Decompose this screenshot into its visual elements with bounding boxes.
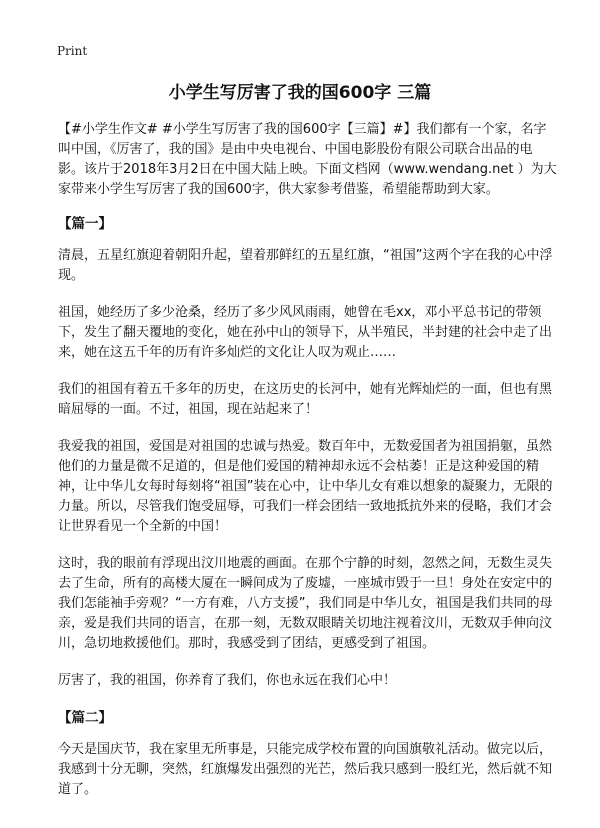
paragraph: 我爱我的祖国，爱国是对祖国的忠诚与热爱。数百年中，无数爱国者为祖国捐躯，虽然他们的力量是微不足道的，但是他们爱国的精神却永远不会枯萎！正是这种爱国的精神，让中华儿女每时每刻将“祖国”装在心中，让中华儿女有难以想象的凝聚力，无限的力量。所以，尽管我们饱受屈辱，可我们一样会团结一致地抵抗外来的侵略，我们才会让世界看见一个全新的中国！ <box>58 439 553 534</box>
paragraph: 今天是国庆节，我在家里无所事是，只能完成学校布置的向国旗敬礼活动。做完以后，我感到十分无聊，突然，红旗爆发出强烈的光芒，然后我只感到一股红光，然后就不知道了。 <box>58 742 553 797</box>
paragraph: 我们的祖国有着五千多年的历史，在这历史的长河中，她有光辉灿烂的一面，但也有黑暗屈辱的一面。不过，祖国，现在站起来了！ <box>58 382 553 417</box>
page-title: 小学生写厉害了我的国600字 三篇 <box>168 83 432 103</box>
article-body <box>58 120 558 817</box>
section-heading-2: 【篇二】 <box>58 710 112 726</box>
intro-paragraph: 【#小学生作文# #小学生写厉害了我的国600字【三篇】#】我们都有一个家，名字叫中国，《厉害了，我的国》是由中央电视台、中国电影股份有限公司联合出品的电影。该片于2018年3月2日在中国大陆上映。下面文档网（www.wendang.net ）为大家带来小学生写厉害了我的国600字，供大家参考借鉴，希望能帮助到大家。 <box>58 122 557 197</box>
section-heading-1: 【篇一】 <box>58 216 112 232</box>
paragraph: 厉害了，我的祖国，你养育了我们，你也永远在我们心中！ <box>58 673 397 688</box>
paragraph: 这时，我的眼前有浮现出汶川地震的画面。在那个宁静的时刻，忽然之间，无数生灵失去了生命，所有的高楼大厦在一瞬间成为了废墟，一座城市毁于一旦！身处在安定中的我们怎能袖手旁观？“一方有难，八方支援”，我们同是中华儿女，祖国是我们共同的母亲，爱是我们共同的语言，在那一刻，无数双眼睛关切地注视着汶川，无数双手伸向汶川，急切地救援他们。那时，我感受到了团结，更感受到了祖国。 <box>58 556 553 651</box>
print-link[interactable]: Print <box>57 44 88 58</box>
paragraph: 清晨，五星红旗迎着朝阳升起，望着那鲜红的五星红旗，“祖国”这两个字在我的心中浮现。 <box>58 248 553 283</box>
paragraph: 祖国，她经历了多少沧桑，经历了多少风风雨雨，她曾在毛xx，邓小平总书记的带领下，发生了翻天覆地的变化，她在孙中山的领导下，从半殖民，半封建的社会中走了出来，她在这五千年的历有许多灿烂的文化让人叹为观止…… <box>58 305 553 360</box>
